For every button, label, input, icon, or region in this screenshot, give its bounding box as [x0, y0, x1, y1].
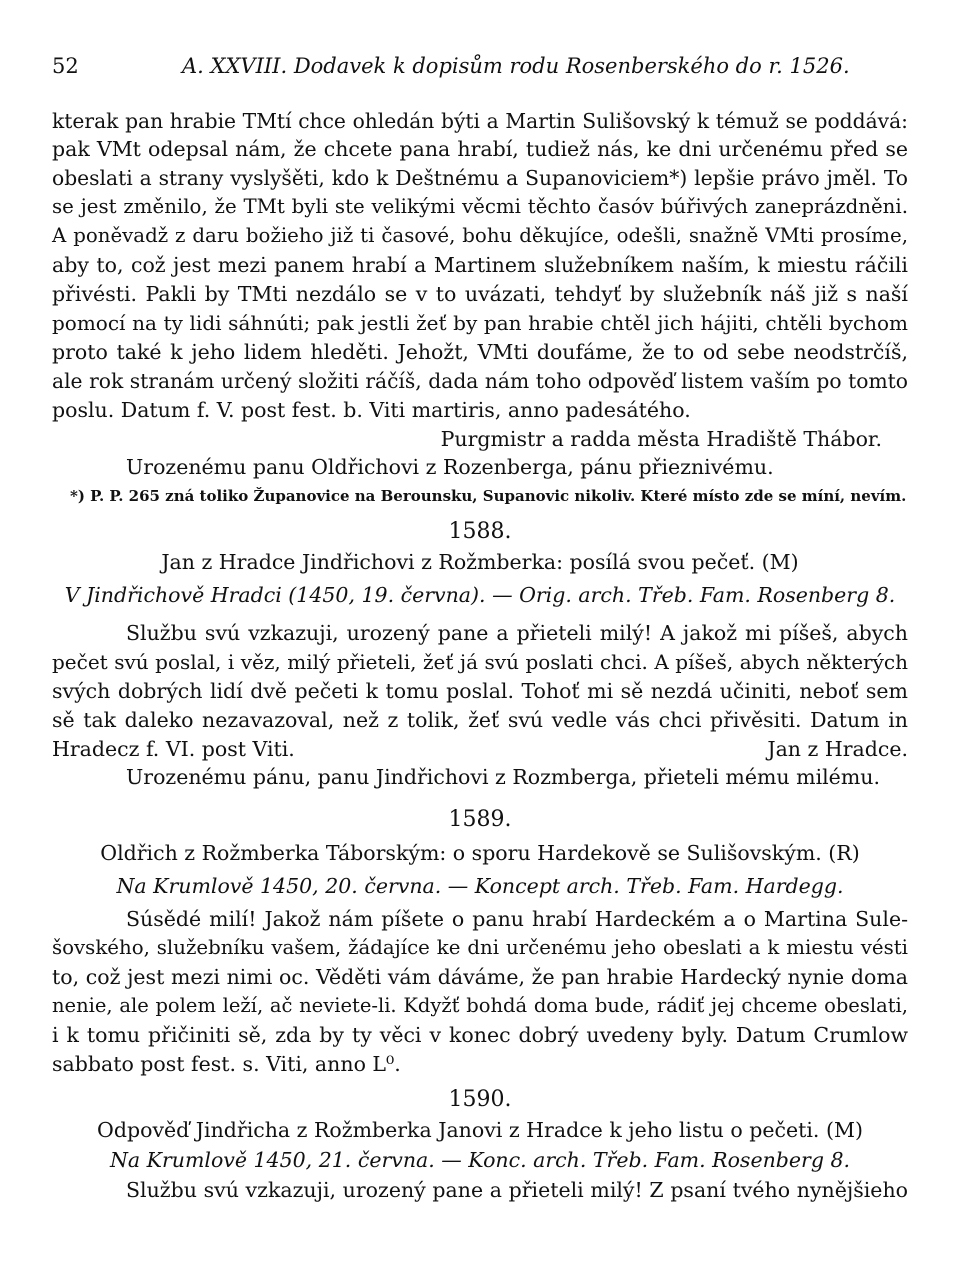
text-line: sě tak daleko nezavazoval, než z tolik, žeť svú vedle vás chci přivěsiti. Datum in: [52, 708, 908, 732]
text-line: Súsědé milí! Jakož nám píšete o panu hrabí Hardeckém a o Martina Sule-: [126, 907, 908, 931]
text-line: obeslati a strany vyslyšěti, kdo k Deštnému a Supanoviciem*) lepšie právo jměl. To: [52, 166, 908, 190]
running-title: A. XXVIII. Dodavek k dopisům rodu Rosenberského do r. 1526.: [182, 54, 850, 78]
letter-signature: Purgmistr a radda města Hradiště Thábor.: [440, 427, 882, 451]
text-line: pečet svú poslal, i věz, milý přieteli, žeť já svú poslati chci. A píšeš, abych některých: [52, 650, 908, 674]
letter-address: Urozenému pánu, panu Jindřichovi z Rozmberga, přieteli mému milému.: [126, 765, 880, 789]
letter-number: 1589.: [448, 807, 512, 832]
text-line: svých dobrých lidí dvě pečeti k tomu poslal. Tohoť mi sě nezdá učiniti, neboť sem: [52, 679, 908, 703]
letter-address: Urozenému panu Oldřichovi z Rozenberga, pánu přieznivému.: [126, 455, 774, 479]
letter-summary: Oldřich z Rožmberka Táborským: o sporu Hardekově se Sulišovským. (R): [100, 841, 860, 865]
text-line: pomocí na ty lidi sáhnúti; pak jestli žeť by pan hrabie chtěl jich hájiti, chtěli bychom: [52, 311, 908, 335]
page-number: 52: [52, 54, 79, 78]
text-line: ale rok stranám určený složiti ráčíš, dada nám toho odpověď listem vaším po tomto: [52, 369, 908, 393]
text-line: šovského, služebníku vašem, žádajíce ke dni určenému jeho obeslati a k miestu vésti: [52, 936, 908, 959]
text-line: A poněvadž z daru božieho již ti časové, bohu děkujíce, odešli, snažně VMti prosíme,: [52, 224, 908, 247]
letter-signature: Jan z Hradce.: [767, 737, 908, 761]
letter-number: 1590.: [448, 1087, 512, 1112]
text-line: nenie, ale polem leží, ač neviete-li. Kdyžť bohdá doma bude, rádiť jej chceme obeslati,: [52, 994, 908, 1017]
text-line: se jest změnilo, že TMt byli ste velikými věcmi těchto časóv búřivých zaneprázdněni.: [52, 195, 908, 218]
text-line: pak VMt odepsal nám, že chcete pana hrabí, tudiež nás, ke dni určenému před se: [52, 137, 908, 161]
letter-source: Na Krumlově 1450, 20. června. — Koncept arch. Třeb. Fam. Hardegg.: [116, 874, 844, 898]
text-line: aby to, což jest mezi panem hrabí a Martinem služebníkem naším, k miestu ráčili: [52, 253, 908, 277]
text-line: i k tomu přičiniti sě, zda by ty věci v konec dobrý uvedeny byly. Datum Crumlow: [52, 1023, 908, 1047]
text-line: Službu svú vzkazuji, urozený pane a přieteli milý! A jakož mi píšeš, abych: [126, 621, 908, 645]
text-line: kterak pan hrabie TMtí chce ohledán býti a Martin Sulišovský k témuž se poddává:: [52, 109, 908, 133]
letter-source: V Jindřichově Hradci (1450, 19. června). — Orig. arch. Třeb. Fam. Rosenberg 8.: [64, 583, 896, 607]
text-line: Službu svú vzkazuji, urozený pane a přieteli milý! Z psaní tvého nynějšieho: [126, 1178, 908, 1202]
text-line: přivésti. Pakli by TMti nezdálo se v to uvázati, tehdyť by služebník náš již s naší: [52, 282, 908, 306]
page-header: [52, 54, 912, 86]
text-line: Hradecz f. VI. post Viti.: [52, 737, 295, 761]
letter-summary: Jan z Hradce Jindřichovi z Rožmberka: posílá svou pečeť. (M): [161, 550, 799, 574]
footnote: *) P. P. 265 zná toliko Županovice na Berounsku, Supanovic nikoliv. Které místo zde se míní, nevím.: [70, 487, 907, 505]
letter-source: Na Krumlově 1450, 21. června. — Konc. arch. Třeb. Fam. Rosenberg 8.: [109, 1148, 851, 1172]
text-line: poslu. Datum f. V. post fest. b. Viti martiris, anno padesátého.: [52, 398, 691, 422]
text-line: sabbato post fest. s. Viti, anno L⁰.: [52, 1052, 401, 1076]
text-line: proto také k jeho lidem hleděti. Jehožt, VMti doufáme, že to od sebe neodstrčíš,: [52, 340, 908, 364]
letter-summary: Odpověď Jindřicha z Rožmberka Janovi z Hradce k jeho listu o pečeti. (M): [97, 1118, 863, 1142]
text-line: to, což jest mezi nimi oc. Věděti vám dáváme, že pan hrabie Hardecký nynie doma: [52, 965, 908, 989]
letter-number: 1588.: [448, 519, 512, 544]
